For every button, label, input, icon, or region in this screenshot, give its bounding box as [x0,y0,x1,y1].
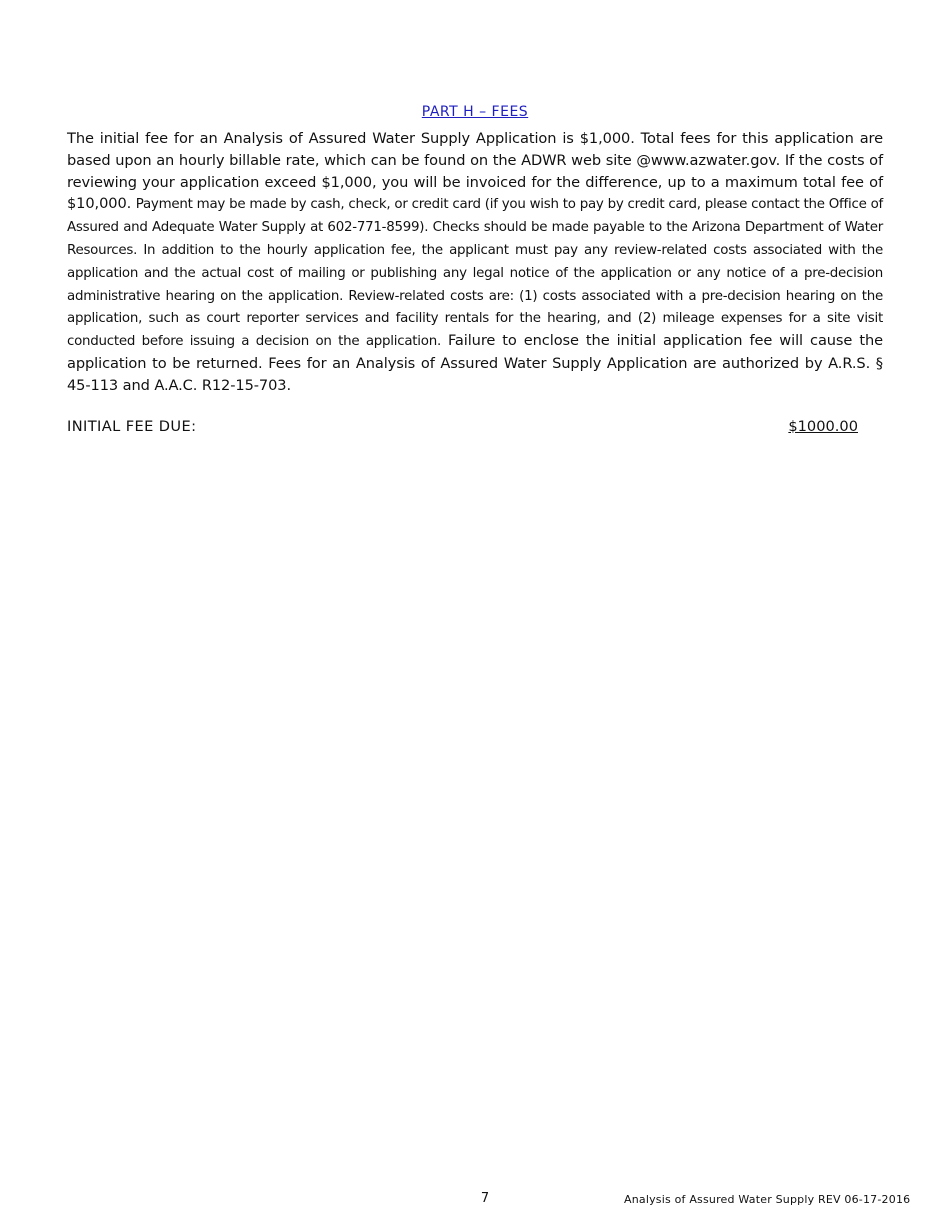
footer-document-title: Analysis of Assured Water Supply REV 06-17-2016 [624,1193,911,1206]
section-heading: PART H – FEES [421,104,529,120]
fees-paragraph-part-3: Failure to enclose the initial application fee will cause the application to be returned. Fees for an Analysis of Assured Water Supply Application are authorized by A.R.S. § 45-113 and A.A.C. R12-15-703. [67,332,883,394]
initial-fee-amount: $1000.00 [788,418,858,435]
page-number: 7 [480,1191,490,1206]
fees-paragraph [67,128,883,397]
fees-paragraph-part-2: Payment may be made by cash, check, or credit card (if you wish to pay by credit card, please contact the Office of Assured and Adequate Water Supply at 602-771-8599). Checks should be made payable to the Arizona Department of Water Resources. In addition to the hourly application fee, the applicant must pay any review-related costs associated with the application and the actual cost of mailing or publishing any legal notice of the application or any notice of a pre-decision administrative hearing on the application. Review-related costs are: (1) costs associated with a pre-decision hearing on the application, such as court reporter services and facility rentals for the hearing, and (2) mileage expenses for a site visit conducted before issuing a decision on the application. [67,197,883,350]
fees-paragraph-part-1: The initial fee for an Analysis of Assured Water Supply Application is $1,000. Total fees for this application are based upon an hourly billable rate, which can be found on the ADWR web site @www.azwater.gov. If the costs of reviewing your application exceed $1,000, you will be invoiced for the difference, up to a maximum total fee of $10,000. [67,130,883,213]
initial-fee-label: INITIAL FEE DUE: [67,418,197,435]
